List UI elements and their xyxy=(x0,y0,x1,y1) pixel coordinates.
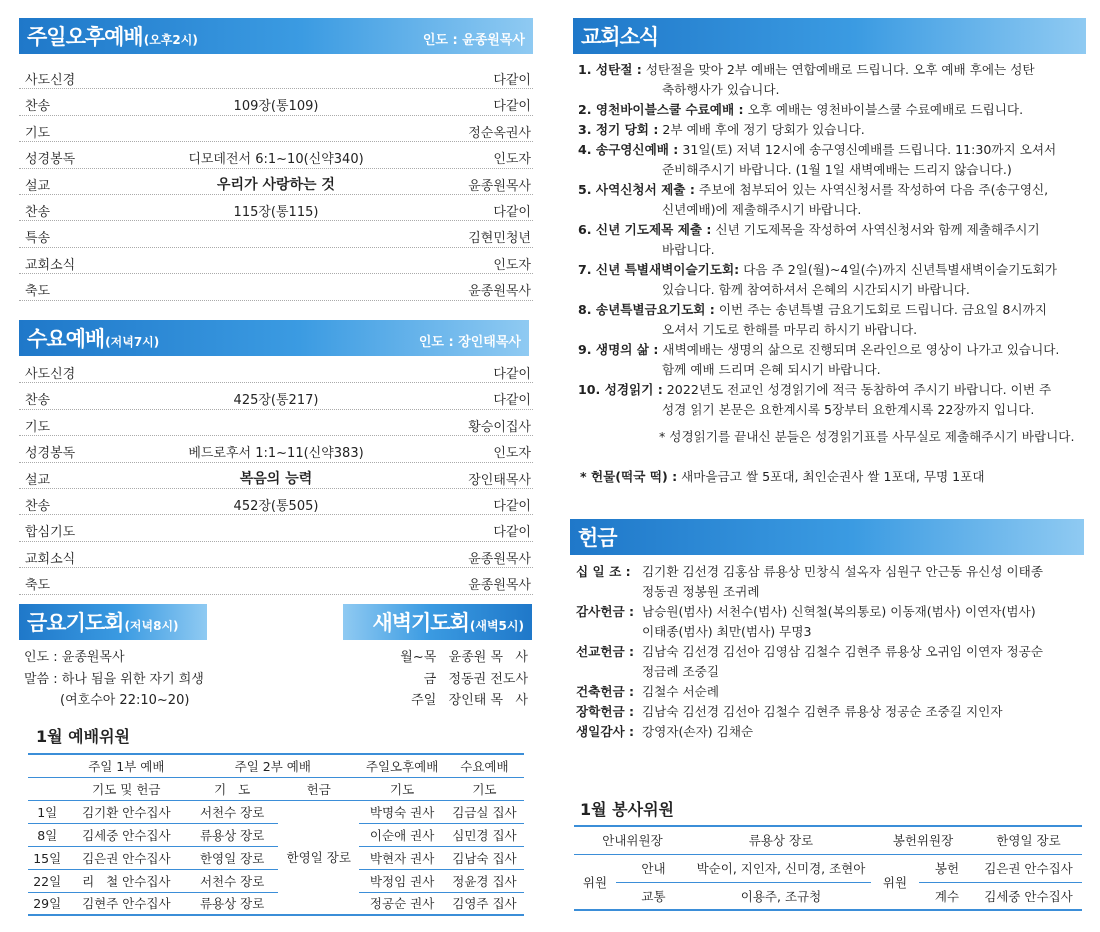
news-item-cont: 바랍니다. xyxy=(662,242,715,257)
news-item-text: 2022년도 전교인 성경읽기에 적극 동참하여 주시기 바랍니다. 이번 주 xyxy=(666,382,1052,397)
order-row xyxy=(19,195,533,221)
wc-p2: 서천수 장로 xyxy=(186,800,278,823)
news-item-text: 주보에 첨부되어 있는 사역신청서를 작성하여 다음 주(송구영신, xyxy=(698,182,1049,197)
news-item-title: 6. 신년 기도제목 제출 : xyxy=(578,222,712,237)
news-item xyxy=(578,120,1088,140)
order-label: 성경봉독 xyxy=(25,446,76,462)
wc-p2: 류용상 장로 xyxy=(186,823,278,846)
order-person: 다같이 xyxy=(493,204,531,220)
offering-group xyxy=(576,702,1091,722)
news-item-cont: 있습니다. 함께 참여하셔서 은혜의 시간되시기 바랍니다. xyxy=(662,282,970,297)
wc-sub-p1: 기도 및 헌금 xyxy=(66,777,186,800)
worship-committee-table xyxy=(28,753,524,916)
wc-p2: 류용상 장로 xyxy=(186,892,278,915)
order-row xyxy=(19,410,533,436)
table-row xyxy=(28,892,524,915)
offering-kind: 장학헌금 : xyxy=(576,704,635,719)
order-person: 윤종원목사 xyxy=(468,178,531,194)
order-label: 사도신경 xyxy=(25,367,76,382)
order-person: 다같이 xyxy=(493,393,531,409)
wednesday-time: (저녁7시) xyxy=(105,335,160,349)
wc-wed: 김영주 집사 xyxy=(445,892,524,915)
order-person: 다같이 xyxy=(493,99,531,115)
sc-guide-chief-label: 안내위원장 xyxy=(574,826,691,854)
sc-names-2: 이용주, 조규청 xyxy=(691,882,871,910)
wc-pm: 이순애 권사 xyxy=(359,823,445,846)
wc-sub-p2: 기 도 xyxy=(186,777,278,800)
wc-p2: 한영일 장로 xyxy=(186,846,278,869)
sc-group-label-1: 위원 xyxy=(574,854,616,910)
news-item xyxy=(578,180,1088,220)
wc-wed: 김남숙 집사 xyxy=(445,846,524,869)
service-committee-title: 1월 봉사위원 xyxy=(580,800,674,819)
sc-role-1: 안내 xyxy=(616,854,691,882)
order-detail: 복음의 능력 xyxy=(239,470,313,487)
news-item-cont: 성경 읽기 본문은 요한계시록 5장부터 요한계시록 22장까지 입니다. xyxy=(662,402,1035,417)
order-person: 윤종원목사 xyxy=(468,551,531,567)
order-row xyxy=(19,357,533,383)
offering-group xyxy=(576,642,1091,682)
news-item-text: 오후 예배는 영천바이블스쿨 수료예배로 드립니다. xyxy=(747,102,1024,117)
news-item-cont: 축하행사가 있습니다. xyxy=(662,82,780,97)
order-person: 다같이 xyxy=(493,367,531,382)
wc-pm: 박정임 권사 xyxy=(359,869,445,892)
news-item-text: 31일(토) 저녁 12시에 송구영신예배를 드립니다. 11:30까지 오셔서 xyxy=(682,142,1057,157)
news-item xyxy=(578,100,1088,120)
sunday-pm-order xyxy=(19,63,533,301)
wc-wed: 김금실 집사 xyxy=(445,800,524,823)
wc-p2: 서천수 장로 xyxy=(186,869,278,892)
wc-head-p2: 주일 2부 예배 xyxy=(186,754,359,777)
friday-scripture: (여호수아 22:10~20) xyxy=(60,693,190,708)
table-row xyxy=(28,846,524,869)
offering-names: 김남숙 김선경 김선아 김철수 김현주 류용상 정공순 조중길 지인자 xyxy=(642,704,1003,719)
wc-wed: 심민경 집사 xyxy=(445,823,524,846)
order-person: 인도자 xyxy=(493,152,531,168)
news-item xyxy=(578,60,1088,100)
news-item-cont: 준비해주시기 바랍니다. (1월 1일 새벽예배는 드리지 않습니다.) xyxy=(662,162,1012,177)
order-row xyxy=(19,248,533,274)
order-label: 축도 xyxy=(25,578,51,594)
wednesday-title: 수요예배 xyxy=(27,327,105,351)
news-item-title: 8. 송년특별금요기도회 : xyxy=(578,302,715,317)
order-label: 교회소식 xyxy=(25,257,76,273)
sc-role2-1: 봉헌 xyxy=(919,854,975,882)
order-person: 김현민청년 xyxy=(468,231,531,247)
wednesday-order xyxy=(19,357,533,595)
wc-sub-offering: 헌금 xyxy=(278,777,359,800)
order-label: 합심기도 xyxy=(25,525,76,541)
wednesday-header xyxy=(19,320,529,356)
dawn-header xyxy=(343,604,532,640)
order-label: 사도신경 xyxy=(25,73,76,88)
news-item-text: 신년 기도제목을 작성하여 사역신청서와 함께 제출해주시기 xyxy=(715,222,1040,237)
news-item-text: 성탄절을 맞아 2부 예배는 연합예배로 드립니다. 오후 예배 후에는 성탄 xyxy=(645,62,1035,77)
sc-group-label-2: 위원 xyxy=(871,854,919,910)
news-item xyxy=(578,340,1088,380)
sc-role-2: 교통 xyxy=(616,882,691,910)
order-detail: 베드로후서 1:1~11(신약383) xyxy=(188,446,364,462)
order-row xyxy=(19,89,533,115)
wc-date: 22일 xyxy=(28,869,66,892)
news-item-cont: 오셔서 기도로 한해를 마무리 하시기 바랍니다. xyxy=(662,322,918,337)
news-item xyxy=(578,300,1088,340)
offering-list xyxy=(576,562,1091,742)
order-person: 다같이 xyxy=(493,73,531,88)
offering-names: 김남숙 김선경 김선아 김영삼 김철수 김현주 류용상 오귀임 이연자 정공순 xyxy=(642,644,1043,659)
sunday-pm-leader: 인도 : 윤종원목사 xyxy=(422,32,525,48)
wc-pm: 정공순 권사 xyxy=(359,892,445,915)
offering-names-cont: 정금례 조중길 xyxy=(642,664,719,679)
order-person: 정순옥권사 xyxy=(468,125,531,141)
order-person: 다같이 xyxy=(493,498,531,514)
dawn-line-2: 금 정동권 전도사 xyxy=(423,672,528,687)
news-item-text: 이번 주는 송년특별 금요기도회로 드립니다. 금요일 8시까지 xyxy=(718,302,1047,317)
order-person: 인도자 xyxy=(493,446,531,462)
offering-kind: 생일감사 : xyxy=(576,724,635,739)
order-row xyxy=(19,436,533,462)
news-item-text: 다음 주 2일(월)~4일(수)까지 신년특별새벽이슬기도회가 xyxy=(743,262,1057,277)
order-label: 교회소식 xyxy=(25,551,76,567)
order-row xyxy=(19,63,533,89)
offering-names: 김기환 김선경 김홍삼 류용상 민창식 설옥자 심원구 안근동 유신성 이태종 xyxy=(642,564,1043,579)
order-label: 설교 xyxy=(25,472,51,488)
order-detail: 109장(통109) xyxy=(233,99,319,115)
order-person: 황승이집사 xyxy=(468,419,531,435)
order-row xyxy=(19,542,533,568)
news-gift-text: 새마을금고 쌀 5포대, 최인순권사 쌀 1포대, 무명 1포대 xyxy=(681,469,985,484)
wc-sub-pm: 기도 xyxy=(359,777,445,800)
order-label: 찬송 xyxy=(25,99,51,115)
order-label: 찬송 xyxy=(25,393,51,409)
order-person: 장인태목사 xyxy=(468,472,531,488)
friday-header xyxy=(19,604,207,640)
wc-date: 29일 xyxy=(28,892,66,915)
order-detail: 115장(통115) xyxy=(233,204,319,220)
wc-head-p1: 주일 1부 예배 xyxy=(66,754,186,777)
order-row xyxy=(19,116,533,142)
offering-group xyxy=(576,562,1091,602)
order-label: 기도 xyxy=(25,419,51,435)
news-gift xyxy=(580,466,985,485)
news-item-title: 4. 송구영신예배 : xyxy=(578,142,679,157)
offering-names-cont: 이태종(범사) 최만(범사) 무명3 xyxy=(642,624,812,639)
wc-offering: 한영일 장로 xyxy=(278,800,359,915)
order-row xyxy=(19,274,533,300)
order-row xyxy=(19,383,533,409)
order-row xyxy=(19,568,533,594)
wc-p1: 김현주 안수집사 xyxy=(66,892,186,915)
dawn-line-1: 월~목 윤종원 목 사 xyxy=(400,650,528,665)
sc-offering-chief: 한영일 장로 xyxy=(975,826,1082,854)
order-person: 윤종원목사 xyxy=(468,284,531,300)
offering-names: 강영자(손자) 김채순 xyxy=(642,724,754,739)
news-item-title: 2. 영천바이블스쿨 수료예배 : xyxy=(578,102,744,117)
sc-names-1: 박순이, 지인자, 신미경, 조현아 xyxy=(691,854,871,882)
news-header xyxy=(573,18,1086,54)
wc-date: 15일 xyxy=(28,846,66,869)
wc-wed: 정윤경 집사 xyxy=(445,869,524,892)
wc-head-pm: 주일오후예배 xyxy=(359,754,445,777)
table-row xyxy=(28,869,524,892)
news-gift-key: * 헌물(떡국 떡) : xyxy=(580,469,678,484)
wc-p1: 김기환 안수집사 xyxy=(66,800,186,823)
order-detail: 우리가 사랑하는 것 xyxy=(217,176,335,193)
wc-head-wed: 수요예배 xyxy=(445,754,524,777)
offering-group xyxy=(576,722,1091,742)
order-person: 인도자 xyxy=(493,257,531,273)
order-detail: 452장(통505) xyxy=(233,498,319,514)
order-person: 윤종원목사 xyxy=(468,578,531,594)
dawn-line-3: 주일 장인태 목 사 xyxy=(411,693,528,708)
sc-offering-chief-label: 봉헌위원장 xyxy=(871,826,975,854)
offering-group xyxy=(576,602,1091,642)
order-detail: 디모데전서 6:1~10(신약340) xyxy=(188,152,364,168)
news-item-text: 2부 예배 후에 정기 당회가 있습니다. xyxy=(662,122,865,137)
offering-kind: 선교헌금 : xyxy=(576,644,635,659)
friday-time: (저녁8시) xyxy=(124,619,179,633)
offering-names: 남승원(범사) 서천수(범사) 신혁철(복의통로) 이동재(범사) 이연자(범사) xyxy=(642,604,1036,619)
wc-pm: 박명숙 권사 xyxy=(359,800,445,823)
order-row xyxy=(19,169,533,195)
sunday-pm-header xyxy=(19,18,533,54)
dawn-time: (새벽5시) xyxy=(469,619,524,633)
order-label: 찬송 xyxy=(25,498,51,514)
offering-kind: 감사헌금 : xyxy=(576,604,635,619)
order-label: 특송 xyxy=(25,231,51,247)
news-title: 교회소식 xyxy=(581,25,659,49)
offering-kind: 건축헌금 : xyxy=(576,684,635,699)
news-item-title: 5. 사역신청서 제출 : xyxy=(578,182,695,197)
offering-names-cont: 정동권 정봉원 조귀례 xyxy=(642,584,760,599)
news-item xyxy=(578,380,1088,420)
friday-sermon: 말씀 : 하나 됨을 위한 자기 희생 xyxy=(24,672,204,687)
table-row xyxy=(28,800,524,823)
offering-header xyxy=(570,519,1084,555)
order-label: 축도 xyxy=(25,284,51,300)
order-row xyxy=(19,515,533,541)
wc-pm: 박현자 권사 xyxy=(359,846,445,869)
sc-names2-1: 김은권 안수집사 xyxy=(975,854,1082,882)
order-label: 찬송 xyxy=(25,204,51,220)
order-row xyxy=(19,221,533,247)
news-item-title: 1. 성탄절 : xyxy=(578,62,642,77)
offering-title: 헌금 xyxy=(578,526,617,550)
wc-date: 1일 xyxy=(28,800,66,823)
wc-sub-wed: 기도 xyxy=(445,777,524,800)
wednesday-leader: 인도 : 장인태목사 xyxy=(418,334,521,350)
order-label: 설교 xyxy=(25,178,51,194)
dawn-title: 새벽기도회 xyxy=(372,611,469,635)
order-row xyxy=(19,142,533,168)
order-label: 기도 xyxy=(25,125,51,141)
friday-title: 금요기도회 xyxy=(27,611,124,635)
offering-names: 김철수 서순례 xyxy=(642,684,719,699)
order-row xyxy=(19,489,533,515)
wc-p1: 김세중 안수집사 xyxy=(66,823,186,846)
news-item xyxy=(578,220,1088,260)
offering-group xyxy=(576,682,1091,702)
sc-role2-2: 계수 xyxy=(919,882,975,910)
wc-date: 8일 xyxy=(28,823,66,846)
offering-kind: 십 일 조 : xyxy=(576,564,631,579)
news-item xyxy=(578,140,1088,180)
sc-guide-chief: 류용상 장로 xyxy=(691,826,871,854)
order-detail: 425장(통217) xyxy=(233,393,319,409)
news-item-text: 새벽예배는 생명의 삶으로 진행되며 온라인으로 영상이 나가고 있습니다. xyxy=(662,342,1060,357)
sunday-pm-title: 주일오후예배 xyxy=(27,25,143,49)
worship-committee-title: 1월 예배위원 xyxy=(36,727,130,746)
news-item-cont: 함께 예배 드리며 은혜 되시기 바랍니다. xyxy=(662,362,881,377)
news-item-cont: 신년예배)에 제출해주시기 바랍니다. xyxy=(662,202,862,217)
friday-leader: 인도 : 윤종원목사 xyxy=(24,650,125,665)
sc-names2-2: 김세중 안수집사 xyxy=(975,882,1082,910)
wc-p1: 리 철 안수집사 xyxy=(66,869,186,892)
news-item-title: 3. 정기 당회 : xyxy=(578,122,659,137)
news-list xyxy=(578,60,1088,420)
news-item-title: 10. 성경읽기 : xyxy=(578,382,663,397)
order-label: 성경봉독 xyxy=(25,152,76,168)
sunday-pm-time: (오후2시) xyxy=(143,33,198,47)
wc-p1: 김은권 안수집사 xyxy=(66,846,186,869)
news-note: * 성경읽기를 끝내신 분들은 성경읽기표를 사무실로 제출해주시기 바랍니다. xyxy=(659,429,1075,444)
table-row xyxy=(28,823,524,846)
news-item xyxy=(578,260,1088,300)
order-person: 다같이 xyxy=(493,525,531,541)
news-item-title: 9. 생명의 삶 : xyxy=(578,342,659,357)
service-committee-table xyxy=(574,825,1082,911)
order-row xyxy=(19,463,533,489)
news-item-title: 7. 신년 특별새벽이슬기도회: xyxy=(578,262,740,277)
